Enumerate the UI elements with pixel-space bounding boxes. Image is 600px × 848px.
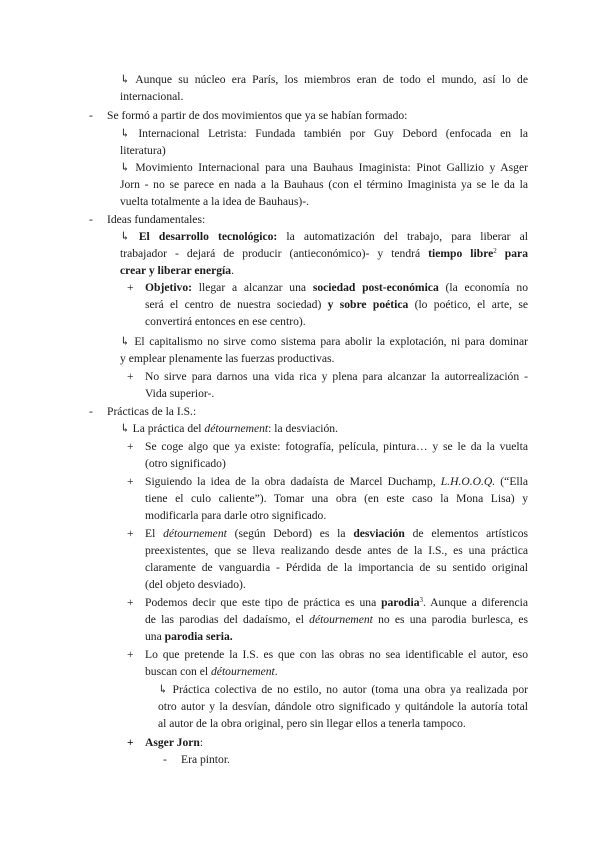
text-line: vuelta totalmente a la idea de Bauhaus)-.	[120, 195, 309, 208]
text-line: El détournement (según Debord) es la desviación de elementos artísticos	[145, 527, 529, 540]
text-line: buscan con el détournement.	[145, 665, 278, 678]
text-line: Se coge algo que ya existe: fotografía, película, pintura… y se le da la vuelta	[145, 440, 528, 453]
text-line: y emplear plenamente las fuerzas productivas.	[120, 352, 335, 365]
text-line: ↳ Aunque su núcleo era París, los miembros eran de todo el mundo, así lo de	[120, 73, 528, 86]
text-line: ↳ Movimiento Internacional para una Bauhaus Imaginista: Pinot Gallizio y Asger	[120, 161, 528, 174]
text-line: ↳ La práctica del détournement: la desviación.	[120, 422, 339, 435]
text-line: modificarla para darle otro significado.	[145, 509, 327, 522]
text-line: convertirá entonces en ese centro).	[145, 315, 306, 328]
text-line: trabajador - dejará de producir (antieconómico)- y tendrá tiempo libre$^2$ para	[120, 247, 528, 260]
text-line: Asger Jorn:	[145, 736, 204, 749]
text-line: internacional.	[120, 90, 184, 103]
text-line: crear y liberar energía.	[120, 264, 234, 277]
text-line: Prácticas de la I.S.:	[107, 405, 197, 418]
text-line: No sirve para darnos una vida rica y plena para alcanzar la autorrealización -	[145, 370, 528, 383]
plus-bullet: +	[127, 736, 134, 749]
dash-bullet: -	[163, 753, 167, 766]
text-line: literatura)	[120, 144, 166, 157]
text-line: será el centro de nuestra sociedad) y sobre poética (lo poético, el arte, se	[145, 298, 528, 311]
plus-bullet: +	[127, 370, 134, 383]
text-line: preexistentes, que se lleva realizando desde antes de la I.S., es una práctica	[145, 544, 528, 557]
text-line: ↳ El desarrollo tecnológico: la automatización del trabajo, para liberar al	[120, 230, 528, 243]
dash-bullet: -	[89, 213, 93, 226]
text-line: Lo que pretende la I.S. es que con las obras no sea identificable el autor, eso	[145, 648, 528, 661]
footnote-ref: 3	[419, 596, 424, 604]
text-line: de las parodias del dadaísmo, el détournement no es una parodia burlesca, es	[145, 613, 528, 626]
dash-bullet: -	[89, 109, 93, 122]
text-line: ↳ El capitalismo no sirve como sistema para abolir la explotación, ni para dominar	[120, 335, 528, 348]
text-line: Objetivo: llegar a alcanzar una sociedad post-económica (la economía no	[145, 281, 528, 294]
footnote-ref: 2	[493, 247, 497, 255]
plus-bullet: +	[127, 527, 134, 540]
text-line: Se formó a partir de dos movimientos que ya se habían formado:	[107, 109, 408, 122]
text-line: ↳ Práctica colectiva de no estilo, no autor (toma una obra ya realizada por	[158, 683, 528, 696]
text-line: Jorn - no se parece en nada a la Bauhaus (con el término Imaginista ya se le da la	[120, 178, 528, 191]
text-line: Siguiendo la idea de la obra dadaísta de Marcel Duchamp, L.H.O.O.Q. (“Ella	[145, 475, 528, 488]
plus-bullet: +	[127, 596, 134, 609]
dash-bullet: -	[89, 405, 93, 418]
text-line: Podemos decir que este tipo de práctica es una parodia$^3$. Aunque a diferencia	[145, 596, 528, 609]
text-line: una parodia seria.	[145, 630, 233, 643]
text-line: (otro significado)	[145, 457, 226, 470]
text-line: otro autor y la desvían, dándole otro significado y quitándole la autoría total	[158, 700, 528, 713]
text-line: al autor de la obra original, pero sin llegar ellos a tenerla tampoco.	[158, 717, 466, 730]
plus-bullet: +	[127, 281, 134, 294]
plus-bullet: +	[127, 475, 134, 488]
text-line: Vida superior-.	[145, 387, 215, 400]
text-line: Era pintor.	[181, 753, 230, 766]
text-line: (del objeto desviado).	[145, 578, 246, 591]
text-line: tiene el culo caliente”). Tomar una obra (en este caso la Mona Lisa) y	[145, 492, 528, 505]
text-line: ↳ Internacional Letrista: Fundada también por Guy Debord (enfocada en la	[120, 127, 528, 140]
text-line: Ideas fundamentales:	[107, 213, 206, 226]
plus-bullet: +	[127, 648, 134, 661]
text-line: claramente de vanguardia - Pérdida de la importancia de su sentido original	[145, 561, 528, 574]
plus-bullet: +	[127, 440, 134, 453]
